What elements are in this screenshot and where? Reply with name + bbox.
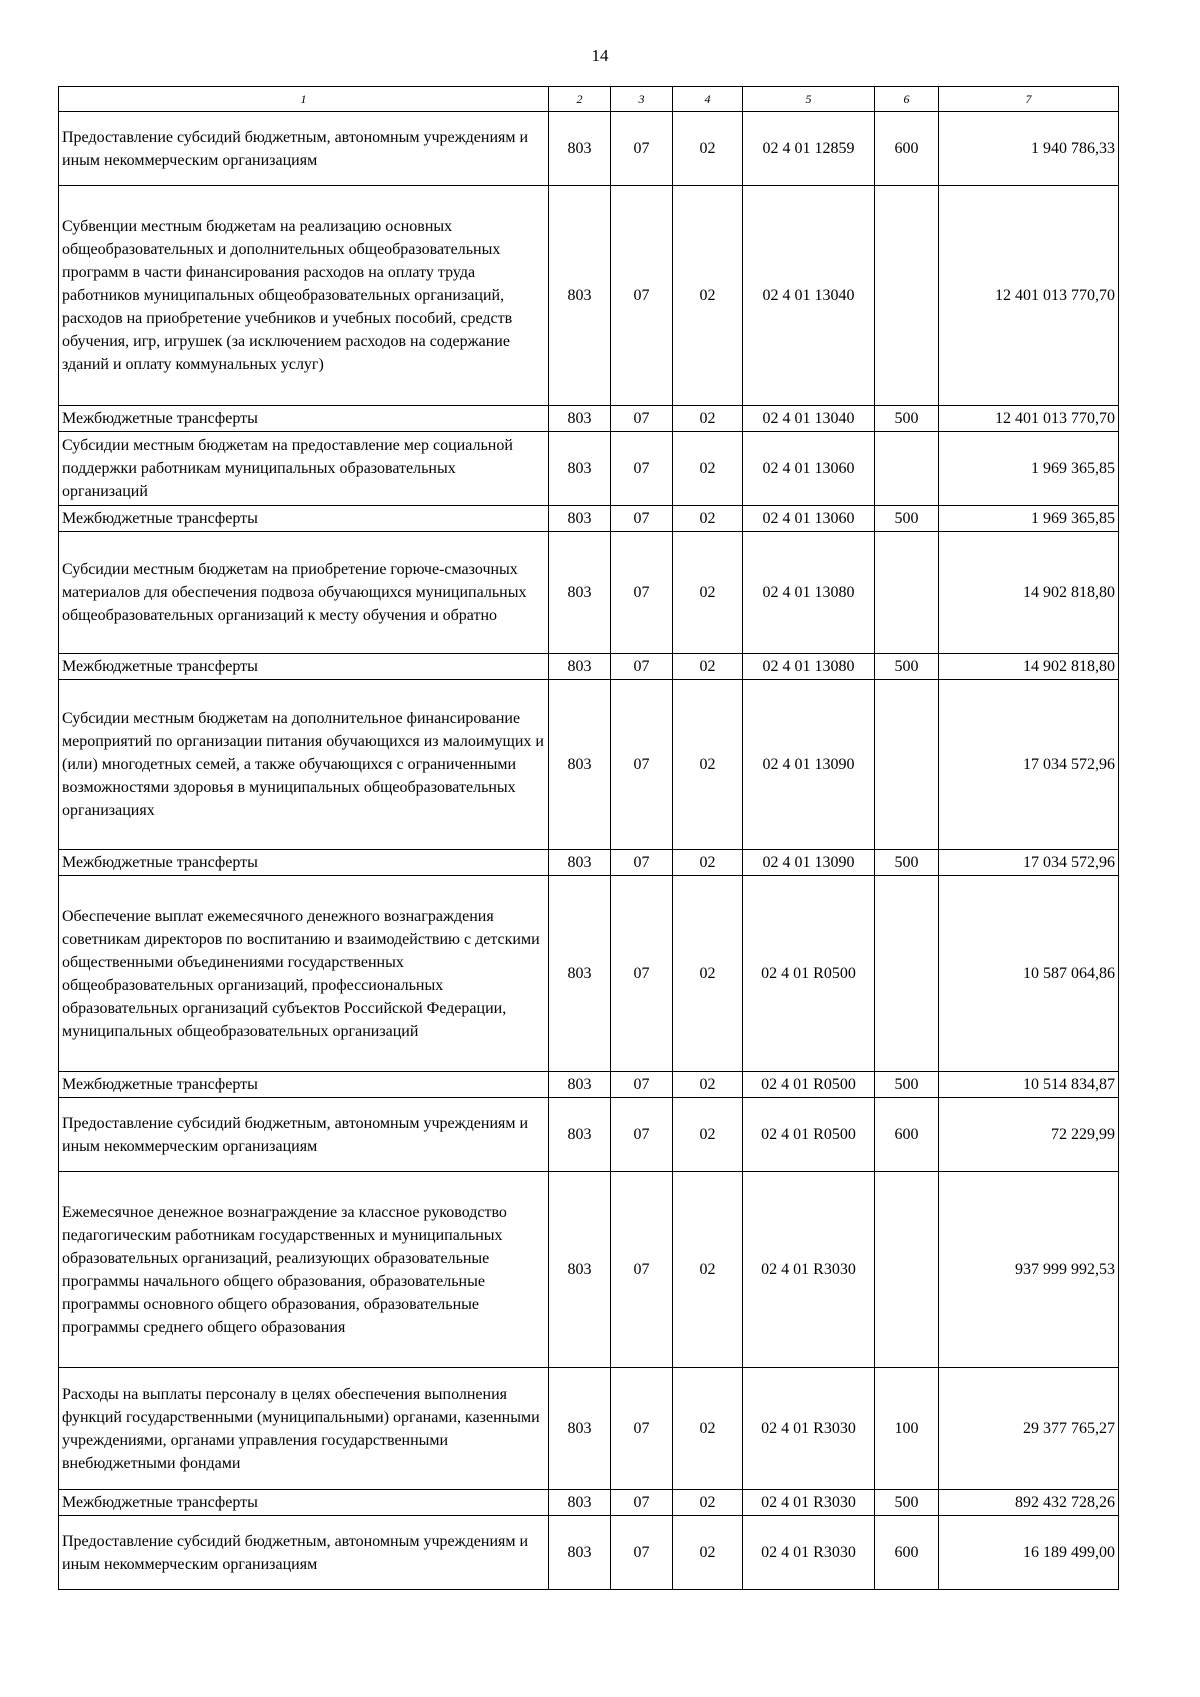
row-section-code: 07 xyxy=(611,1172,673,1368)
row-subsection-code: 02 xyxy=(673,1098,743,1172)
row-ministry-code: 803 xyxy=(549,680,611,850)
row-expense-type: 500 xyxy=(875,506,939,532)
row-section-code: 07 xyxy=(611,1072,673,1098)
row-amount: 1 969 365,85 xyxy=(939,432,1119,506)
row-target-article: 02 4 01 R3030 xyxy=(743,1490,875,1516)
row-target-article: 02 4 01 13090 xyxy=(743,680,875,850)
budget-table xyxy=(58,86,1119,1590)
row-subsection-code: 02 xyxy=(673,406,743,432)
row-subsection-code: 02 xyxy=(673,680,743,850)
row-target-article: 02 4 01 R3030 xyxy=(743,1516,875,1590)
row-expense-type: 100 xyxy=(875,1368,939,1490)
row-expense-type: 500 xyxy=(875,850,939,876)
table-row xyxy=(59,406,1119,432)
row-section-code: 07 xyxy=(611,112,673,186)
row-target-article: 02 4 01 13080 xyxy=(743,532,875,654)
header-col-6: 6 xyxy=(875,87,939,112)
row-amount: 10 514 834,87 xyxy=(939,1072,1119,1098)
row-amount: 12 401 013 770,70 xyxy=(939,186,1119,406)
table-row xyxy=(59,1172,1119,1368)
row-ministry-code: 803 xyxy=(549,506,611,532)
row-expense-type: 600 xyxy=(875,1098,939,1172)
row-description: Ежемесячное денежное вознаграждение за классное руководство педагогическим работникам государственных и муниципальных образовательных организаций, реализующих образовательные программы начального общего образования, образовательные программы основного общего образования, образовательные программы среднего общего образования xyxy=(59,1172,549,1368)
table-row xyxy=(59,1072,1119,1098)
row-description: Межбюджетные трансферты xyxy=(59,1072,549,1098)
row-expense-type xyxy=(875,680,939,850)
table-row xyxy=(59,654,1119,680)
row-ministry-code: 803 xyxy=(549,1072,611,1098)
header-col-4: 4 xyxy=(673,87,743,112)
row-ministry-code: 803 xyxy=(549,532,611,654)
row-amount: 12 401 013 770,70 xyxy=(939,406,1119,432)
row-description: Обеспечение выплат ежемесячного денежного вознаграждения советникам директоров по воспитанию и взаимодействию с детскими общественными объединениями государственных общеобразовательных организаций, профессиональных образовательных организаций субъектов Российской Федерации, муниципальных общеобразовательных организаций xyxy=(59,876,549,1072)
row-ministry-code: 803 xyxy=(549,876,611,1072)
row-amount: 17 034 572,96 xyxy=(939,850,1119,876)
row-amount: 14 902 818,80 xyxy=(939,532,1119,654)
row-target-article: 02 4 01 R0500 xyxy=(743,876,875,1072)
table-row xyxy=(59,112,1119,186)
row-amount: 892 432 728,26 xyxy=(939,1490,1119,1516)
row-ministry-code: 803 xyxy=(549,406,611,432)
table-row xyxy=(59,186,1119,406)
header-col-5: 5 xyxy=(743,87,875,112)
row-amount: 937 999 992,53 xyxy=(939,1172,1119,1368)
row-expense-type: 600 xyxy=(875,1516,939,1590)
row-expense-type xyxy=(875,532,939,654)
row-description: Межбюджетные трансферты xyxy=(59,850,549,876)
row-target-article: 02 4 01 13060 xyxy=(743,506,875,532)
table-row xyxy=(59,532,1119,654)
row-description: Межбюджетные трансферты xyxy=(59,1490,549,1516)
row-ministry-code: 803 xyxy=(549,1516,611,1590)
row-amount: 14 902 818,80 xyxy=(939,654,1119,680)
row-section-code: 07 xyxy=(611,432,673,506)
row-subsection-code: 02 xyxy=(673,850,743,876)
header-col-1: 1 xyxy=(59,87,549,112)
row-subsection-code: 02 xyxy=(673,1368,743,1490)
row-section-code: 07 xyxy=(611,1368,673,1490)
row-description: Расходы на выплаты персоналу в целях обеспечения выполнения функций государственными (муниципальными) органами, казенными учреждениями, органами управления государственными внебюджетными фондами xyxy=(59,1368,549,1490)
row-expense-type xyxy=(875,1172,939,1368)
row-description: Субсидии местным бюджетам на приобретение горюче-смазочных материалов для обеспечения подвоза обучающихся муниципальных общеобразовательных организаций к месту обучения и обратно xyxy=(59,532,549,654)
row-description: Предоставление субсидий бюджетным, автономным учреждениям и иным некоммерческим организациям xyxy=(59,1516,549,1590)
row-section-code: 07 xyxy=(611,532,673,654)
row-description: Предоставление субсидий бюджетным, автономным учреждениям и иным некоммерческим организациям xyxy=(59,1098,549,1172)
row-ministry-code: 803 xyxy=(549,1098,611,1172)
row-description: Субвенции местным бюджетам на реализацию основных общеобразовательных и дополнительных общеобразовательных программ в части финансирования расходов на оплату труда работников муниципальных общеобразовательных организаций, расходов на приобретение учебников и учебных пособий, средств обучения, игр, игрушек (за исключением расходов на содержание зданий и оплату коммунальных услуг) xyxy=(59,186,549,406)
table-row xyxy=(59,432,1119,506)
table-row xyxy=(59,1490,1119,1516)
row-subsection-code: 02 xyxy=(673,876,743,1072)
row-section-code: 07 xyxy=(611,1490,673,1516)
row-target-article: 02 4 01 13040 xyxy=(743,406,875,432)
row-target-article: 02 4 01 R0500 xyxy=(743,1098,875,1172)
row-ministry-code: 803 xyxy=(549,112,611,186)
row-target-article: 02 4 01 R3030 xyxy=(743,1368,875,1490)
row-section-code: 07 xyxy=(611,876,673,1072)
row-ministry-code: 803 xyxy=(549,654,611,680)
row-section-code: 07 xyxy=(611,506,673,532)
row-subsection-code: 02 xyxy=(673,506,743,532)
header-col-7: 7 xyxy=(939,87,1119,112)
row-expense-type: 500 xyxy=(875,1072,939,1098)
row-expense-type: 500 xyxy=(875,654,939,680)
row-target-article: 02 4 01 13060 xyxy=(743,432,875,506)
table-row xyxy=(59,506,1119,532)
row-expense-type: 500 xyxy=(875,406,939,432)
row-subsection-code: 02 xyxy=(673,112,743,186)
row-description: Межбюджетные трансферты xyxy=(59,406,549,432)
table-row xyxy=(59,850,1119,876)
row-description: Межбюджетные трансферты xyxy=(59,506,549,532)
row-subsection-code: 02 xyxy=(673,432,743,506)
row-description: Межбюджетные трансферты xyxy=(59,654,549,680)
row-subsection-code: 02 xyxy=(673,654,743,680)
row-section-code: 07 xyxy=(611,406,673,432)
row-description: Субсидии местным бюджетам на дополнительное финансирование мероприятий по организации питания обучающихся из малоимущих и (или) многодетных семей, а также обучающихся с ограниченными возможностями здоровья в муниципальных общеобразовательных организациях xyxy=(59,680,549,850)
row-section-code: 07 xyxy=(611,654,673,680)
row-ministry-code: 803 xyxy=(549,850,611,876)
table-row xyxy=(59,680,1119,850)
row-section-code: 07 xyxy=(611,850,673,876)
row-subsection-code: 02 xyxy=(673,1516,743,1590)
row-subsection-code: 02 xyxy=(673,186,743,406)
row-target-article: 02 4 01 12859 xyxy=(743,112,875,186)
table-row xyxy=(59,1516,1119,1590)
row-expense-type xyxy=(875,432,939,506)
row-target-article: 02 4 01 13080 xyxy=(743,654,875,680)
row-description: Предоставление субсидий бюджетным, автономным учреждениям и иным некоммерческим организациям xyxy=(59,112,549,186)
row-description: Субсидии местным бюджетам на предоставление мер социальной поддержки работникам муниципальных образовательных организаций xyxy=(59,432,549,506)
row-expense-type: 500 xyxy=(875,1490,939,1516)
row-section-code: 07 xyxy=(611,1516,673,1590)
row-section-code: 07 xyxy=(611,186,673,406)
page-number: 14 xyxy=(591,46,609,65)
row-ministry-code: 803 xyxy=(549,432,611,506)
row-amount: 29 377 765,27 xyxy=(939,1368,1119,1490)
row-subsection-code: 02 xyxy=(673,1490,743,1516)
row-section-code: 07 xyxy=(611,680,673,850)
header-col-3: 3 xyxy=(611,87,673,112)
row-target-article: 02 4 01 R0500 xyxy=(743,1072,875,1098)
row-amount: 1 969 365,85 xyxy=(939,506,1119,532)
row-ministry-code: 803 xyxy=(549,1490,611,1516)
row-target-article: 02 4 01 13040 xyxy=(743,186,875,406)
row-amount: 17 034 572,96 xyxy=(939,680,1119,850)
row-expense-type xyxy=(875,876,939,1072)
header-col-2: 2 xyxy=(549,87,611,112)
row-subsection-code: 02 xyxy=(673,1172,743,1368)
row-amount: 1 940 786,33 xyxy=(939,112,1119,186)
row-target-article: 02 4 01 R3030 xyxy=(743,1172,875,1368)
row-ministry-code: 803 xyxy=(549,1172,611,1368)
table-row xyxy=(59,1368,1119,1490)
header-row xyxy=(59,87,1119,112)
table-row xyxy=(59,876,1119,1072)
table-row xyxy=(59,1098,1119,1172)
row-target-article: 02 4 01 13090 xyxy=(743,850,875,876)
row-subsection-code: 02 xyxy=(673,1072,743,1098)
row-subsection-code: 02 xyxy=(673,532,743,654)
row-amount: 16 189 499,00 xyxy=(939,1516,1119,1590)
row-expense-type: 600 xyxy=(875,112,939,186)
row-expense-type xyxy=(875,186,939,406)
row-amount: 10 587 064,86 xyxy=(939,876,1119,1072)
row-section-code: 07 xyxy=(611,1098,673,1172)
row-amount: 72 229,99 xyxy=(939,1098,1119,1172)
row-ministry-code: 803 xyxy=(549,186,611,406)
row-ministry-code: 803 xyxy=(549,1368,611,1490)
